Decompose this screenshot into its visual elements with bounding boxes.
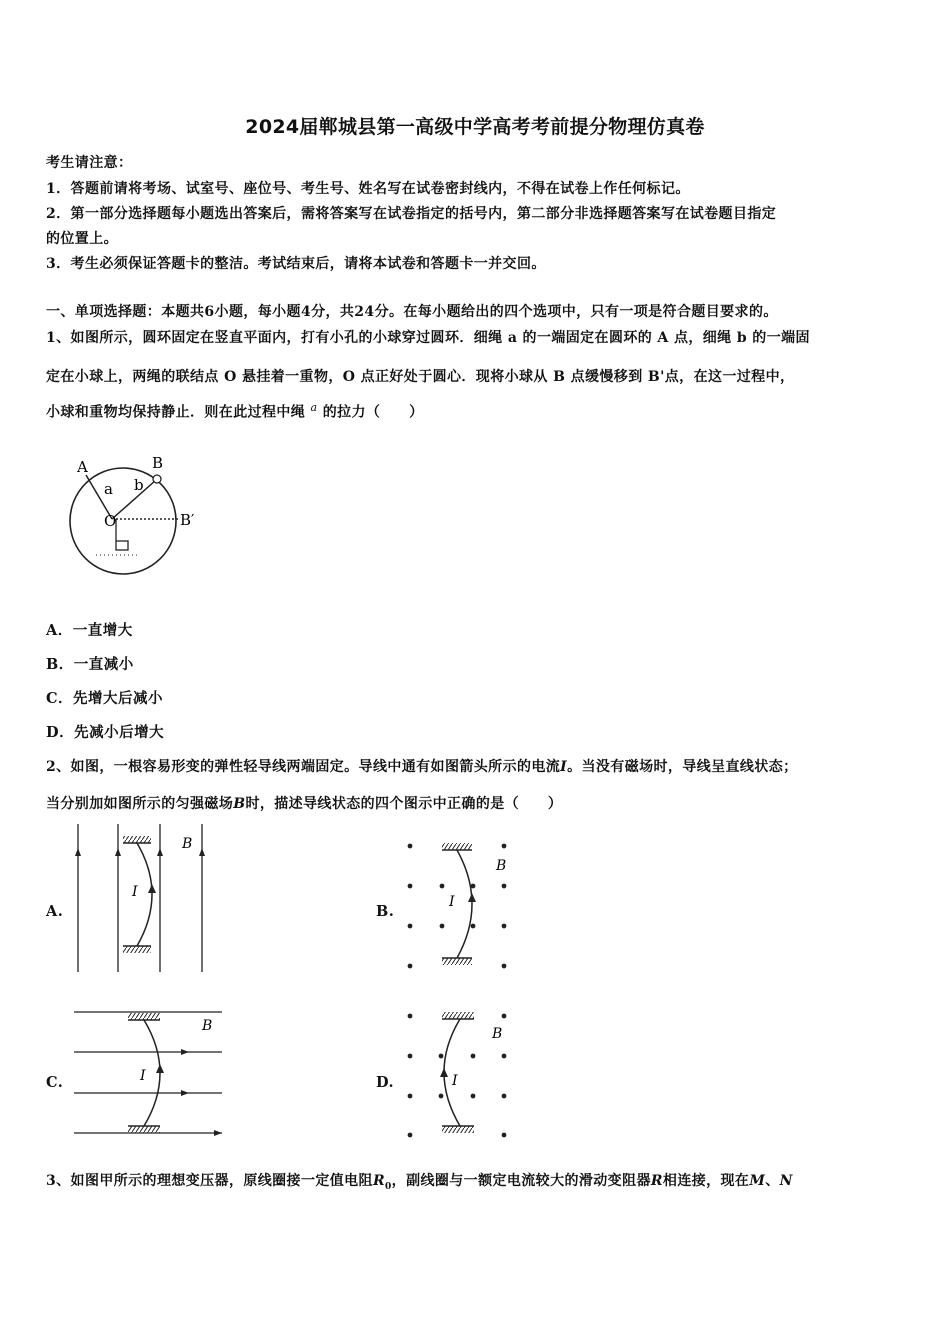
field-dot (502, 1014, 507, 1019)
field-arrow (157, 848, 163, 856)
q2-figure-b (400, 838, 518, 976)
bottom-support (123, 946, 151, 953)
q3-line1 (46, 1170, 793, 1192)
q1-line3 (46, 401, 424, 422)
field-dot (408, 1094, 413, 1099)
q1-option-a: A．一直增大 (46, 622, 133, 639)
q2-label-a: A. (46, 903, 64, 920)
field-dot (408, 1133, 413, 1138)
notice-heading: 考生请注意： (46, 155, 133, 171)
top-support (128, 1013, 160, 1020)
q1-line1: 1、如图所示，圆环固定在竖直平面内，打有小孔的小球穿过圆环．细绳 a 的一端固定在圆环的 A 点，细绳 b 的一端固 (46, 330, 810, 346)
section-heading: 一、单项选择题：本题共6小题，每小题4分，共24分。在每小题给出的四个选项中，只有一项是符合题目要求的。 (46, 304, 778, 320)
notice-item-2-cont: 的位置上。 (46, 231, 118, 247)
q2-line1-post: 。当没有磁场时，导线呈直线状态； (567, 759, 798, 775)
notice-item-1: 1．答题前请将考场、试室号、座位号、考生号、姓名写在试卷密封线内，不得在试卷上作任何标记。 (46, 181, 690, 197)
field-dot (408, 964, 413, 969)
q1-line3-post: 的拉力（ ） (322, 404, 424, 421)
field-dot (502, 964, 507, 969)
q2-current-symbol: I (560, 759, 568, 775)
notice-item-2: 2．第一部分选择题每小题选出答案后，需将答案写在试卷指定的括号内，第二部分非选择题答案写在试卷题目指定 (46, 206, 777, 222)
q2-label-c: C. (46, 1074, 64, 1091)
field-label: B (496, 858, 507, 874)
current-arrow (148, 884, 156, 893)
current-label: I (132, 884, 138, 900)
field-dot (502, 1094, 507, 1099)
field-arrow (75, 848, 81, 856)
q1-option-b: B．一直减小 (46, 656, 134, 673)
notice-item-3: 3．考生必须保证答题卡的整洁。考试结束后，请将本试卷和答题卡一并交回。 (46, 256, 546, 272)
field-dot (408, 924, 413, 929)
bottom-support (128, 1126, 160, 1133)
field-arrow (181, 1049, 189, 1055)
field-dot (471, 1054, 476, 1059)
q3-line1-post: 相连接，现在 (662, 1173, 750, 1189)
current-label: I (140, 1068, 146, 1084)
q2-field-symbol: B (233, 796, 246, 812)
q2-line1-pre: 2、如图，一根容易形变的弹性轻导线两端固定。导线中通有如图箭头所示的电流 (46, 759, 561, 775)
q1-ring-figure (60, 452, 230, 592)
q1-line2: 定在小球上，两绳的联结点 O 悬挂着一重物，O 点正好处于圆心．现将小球从 B 点缓慢移到 B'点，在这一过程中， (46, 369, 795, 385)
label-a: a (104, 480, 113, 498)
field-dot (471, 1094, 476, 1099)
field-dot (408, 884, 413, 889)
q2-figure-d (400, 1008, 518, 1144)
q3-n-symbol: N (779, 1173, 793, 1189)
q2-line2-post: 时，描述导线状态的四个图示中正确的是（ ） (245, 796, 563, 812)
field-dot (502, 1054, 507, 1059)
field-arrow (214, 1130, 222, 1136)
q1-option-c: C．先增大后减小 (46, 690, 164, 707)
q3-line1-pre: 3、如图甲所示的理想变压器，原线圈接一定值电阻 (46, 1173, 373, 1189)
q2-line1 (46, 756, 798, 776)
field-label: B (202, 1018, 213, 1034)
label-Bprime: B′ (180, 511, 195, 529)
field-dot (439, 1094, 444, 1099)
label-B: B (152, 454, 164, 472)
weight (116, 541, 128, 550)
q2-line2-pre: 当分别加如图所示的匀强磁场 (46, 796, 234, 812)
page-title: 2024届郸城县第一高级中学高考考前提分物理仿真卷 (245, 116, 705, 138)
q3-line1-mid: ，副线圈与一额定电流较大的滑动变阻器 (391, 1173, 651, 1189)
top-support (442, 843, 472, 850)
ball (153, 475, 161, 483)
current-arrow (468, 893, 476, 902)
q3-r0-subscript: 0 (385, 1181, 392, 1192)
field-dot (439, 1054, 444, 1059)
q2-line2 (46, 793, 562, 813)
q2-label-d: D. (376, 1074, 395, 1091)
top-support (442, 1012, 474, 1019)
bottom-support (442, 958, 472, 965)
top-support (123, 836, 151, 843)
current-arrow (156, 1064, 164, 1073)
field-dot (408, 1014, 413, 1019)
field-label: B (182, 836, 193, 852)
current-label: I (452, 1073, 458, 1089)
field-dot (502, 844, 507, 849)
current-arrow (440, 1068, 448, 1077)
ring (70, 468, 176, 574)
label-O: O (104, 512, 117, 530)
field-dot (408, 844, 413, 849)
q1-line3-pre: 小球和重物均保持静止．则在此过程中绳 (46, 404, 306, 421)
wire (457, 850, 472, 958)
q3-r-symbol: R (650, 1173, 663, 1189)
bottom-support (442, 1126, 474, 1133)
q1-option-d: D．先减小后增大 (46, 724, 165, 741)
wire (137, 843, 152, 946)
field-dot (502, 884, 507, 889)
field-dot (440, 924, 445, 929)
field-label: B (492, 1026, 503, 1042)
field-dot (471, 924, 476, 929)
label-A: A (77, 458, 88, 476)
field-dot (440, 884, 445, 889)
q3-m-symbol: M (749, 1173, 766, 1189)
field-dot (502, 924, 507, 929)
q2-label-b: B. (376, 903, 395, 920)
field-dot (502, 1133, 507, 1138)
q2-figure-a (70, 822, 220, 974)
q3-r0-symbol: R (372, 1173, 385, 1189)
field-arrow (181, 1090, 189, 1096)
current-label: I (449, 894, 455, 910)
field-arrow (199, 848, 205, 856)
q1-var-a: a (310, 401, 318, 414)
q3-separator: 、 (765, 1173, 780, 1189)
field-arrow (115, 848, 121, 856)
label-b: b (134, 476, 144, 494)
q2-figure-c (72, 1006, 228, 1144)
field-dot (408, 1054, 413, 1059)
